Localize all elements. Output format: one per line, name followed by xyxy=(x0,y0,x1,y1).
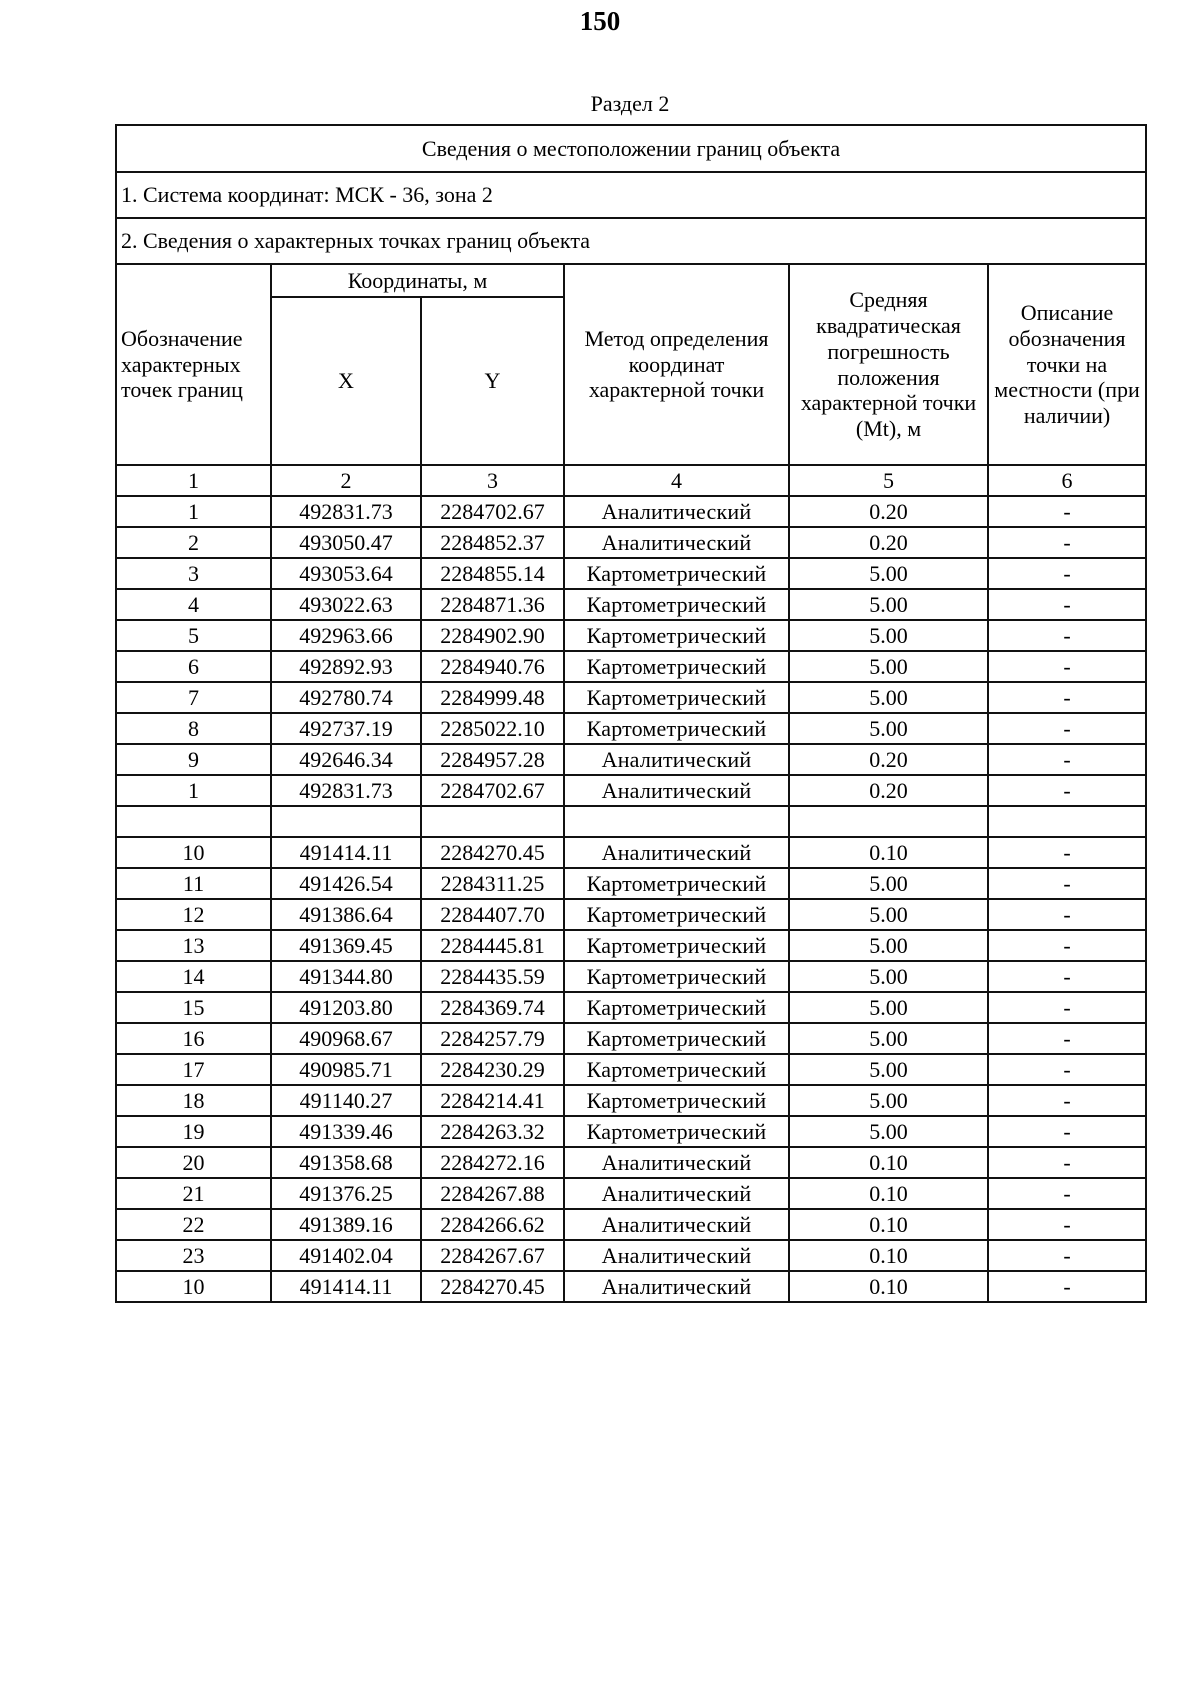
coordinate-system: 1. Система координат: МСК - 36, зона 2 xyxy=(116,172,1146,218)
point-id-cell: 21 xyxy=(116,1178,271,1209)
error-cell: 0.10 xyxy=(789,1147,988,1178)
method-cell: Картометрический xyxy=(564,620,789,651)
point-id-cell: 14 xyxy=(116,961,271,992)
y-coordinate-cell: 2284407.70 xyxy=(421,899,564,930)
error-cell: 5.00 xyxy=(789,558,988,589)
y-coordinate-cell: 2284266.62 xyxy=(421,1209,564,1240)
x-coordinate-cell: 492646.34 xyxy=(271,744,421,775)
x-coordinate-cell: 491389.16 xyxy=(271,1209,421,1240)
point-id-cell: 11 xyxy=(116,868,271,899)
column-number: 1 xyxy=(116,465,271,496)
error-cell: 5.00 xyxy=(789,682,988,713)
header-x: X xyxy=(271,297,421,465)
error-cell: 0.10 xyxy=(789,1240,988,1271)
table-row xyxy=(116,620,1146,651)
method-cell: Картометрический xyxy=(564,558,789,589)
column-number: 6 xyxy=(988,465,1146,496)
description-cell: - xyxy=(988,1085,1146,1116)
point-id-cell: 2 xyxy=(116,527,271,558)
y-coordinate-cell: 2284445.81 xyxy=(421,930,564,961)
table-row xyxy=(116,1116,1146,1147)
description-cell: - xyxy=(988,775,1146,806)
y-coordinate-cell: 2284940.76 xyxy=(421,651,564,682)
error-cell: 5.00 xyxy=(789,651,988,682)
method-cell: Картометрический xyxy=(564,868,789,899)
column-number: 2 xyxy=(271,465,421,496)
point-id-cell: 4 xyxy=(116,589,271,620)
description-cell: - xyxy=(988,620,1146,651)
table-row xyxy=(116,899,1146,930)
table-row xyxy=(116,527,1146,558)
y-coordinate-cell: 2284263.32 xyxy=(421,1116,564,1147)
y-coordinate-cell: 2284267.88 xyxy=(421,1178,564,1209)
description-cell: - xyxy=(988,713,1146,744)
table-row xyxy=(116,1023,1146,1054)
y-coordinate-cell: 2284214.41 xyxy=(421,1085,564,1116)
method-cell: Картометрический xyxy=(564,899,789,930)
x-coordinate-cell: 490968.67 xyxy=(271,1023,421,1054)
table-row xyxy=(116,992,1146,1023)
x-coordinate-cell xyxy=(271,806,421,837)
error-cell: 5.00 xyxy=(789,1085,988,1116)
table-body xyxy=(116,496,1146,1302)
description-cell: - xyxy=(988,992,1146,1023)
method-cell: Картометрический xyxy=(564,961,789,992)
description-cell: - xyxy=(988,1271,1146,1302)
method-cell: Картометрический xyxy=(564,992,789,1023)
y-coordinate-cell: 2284311.25 xyxy=(421,868,564,899)
error-cell: 5.00 xyxy=(789,899,988,930)
point-id-cell xyxy=(116,806,271,837)
table-row xyxy=(116,744,1146,775)
x-coordinate-cell: 491414.11 xyxy=(271,837,421,868)
column-numbers-row xyxy=(116,465,1146,496)
description-cell: - xyxy=(988,930,1146,961)
x-coordinate-cell: 492737.19 xyxy=(271,713,421,744)
point-id-cell: 10 xyxy=(116,1271,271,1302)
x-coordinate-cell: 491426.54 xyxy=(271,868,421,899)
error-cell: 5.00 xyxy=(789,1116,988,1147)
point-id-cell: 20 xyxy=(116,1147,271,1178)
description-cell: - xyxy=(988,1178,1146,1209)
x-coordinate-cell: 491339.46 xyxy=(271,1116,421,1147)
method-cell: Картометрический xyxy=(564,713,789,744)
error-cell: 0.10 xyxy=(789,1209,988,1240)
table-row xyxy=(116,651,1146,682)
x-coordinate-cell: 491376.25 xyxy=(271,1178,421,1209)
x-coordinate-cell: 493022.63 xyxy=(271,589,421,620)
header-y: Y xyxy=(421,297,564,465)
method-cell: Аналитический xyxy=(564,496,789,527)
point-id-cell: 8 xyxy=(116,713,271,744)
y-coordinate-cell: 2284855.14 xyxy=(421,558,564,589)
y-coordinate-cell: 2284702.67 xyxy=(421,775,564,806)
description-cell: - xyxy=(988,496,1146,527)
table-row xyxy=(116,1178,1146,1209)
y-coordinate-cell: 2284999.48 xyxy=(421,682,564,713)
error-cell: 0.20 xyxy=(789,496,988,527)
y-coordinate-cell: 2284852.37 xyxy=(421,527,564,558)
method-cell xyxy=(564,806,789,837)
point-id-cell: 7 xyxy=(116,682,271,713)
table-row xyxy=(116,589,1146,620)
header-description: Описание обозначения точки на местности (при наличии) xyxy=(988,264,1146,465)
point-id-cell: 16 xyxy=(116,1023,271,1054)
method-cell: Картометрический xyxy=(564,651,789,682)
y-coordinate-cell: 2284702.67 xyxy=(421,496,564,527)
error-cell: 0.10 xyxy=(789,1271,988,1302)
description-cell: - xyxy=(988,1240,1146,1271)
error-cell: 0.20 xyxy=(789,775,988,806)
description-cell: - xyxy=(988,1054,1146,1085)
description-cell: - xyxy=(988,651,1146,682)
y-coordinate-cell: 2284871.36 xyxy=(421,589,564,620)
point-id-cell: 12 xyxy=(116,899,271,930)
description-cell: - xyxy=(988,1023,1146,1054)
point-id-cell: 15 xyxy=(116,992,271,1023)
description-cell: - xyxy=(988,1116,1146,1147)
header-coordinates: Координаты, м xyxy=(271,264,564,297)
description-cell: - xyxy=(988,558,1146,589)
table-row xyxy=(116,837,1146,868)
table-row xyxy=(116,1271,1146,1302)
table-row xyxy=(116,806,1146,837)
description-cell: - xyxy=(988,899,1146,930)
error-cell: 5.00 xyxy=(789,930,988,961)
y-coordinate-cell: 2284267.67 xyxy=(421,1240,564,1271)
table-row xyxy=(116,1209,1146,1240)
table-row xyxy=(116,961,1146,992)
point-id-cell: 23 xyxy=(116,1240,271,1271)
point-id-cell: 6 xyxy=(116,651,271,682)
y-coordinate-cell: 2284230.29 xyxy=(421,1054,564,1085)
column-number: 3 xyxy=(421,465,564,496)
header-point-designation: Обозначение характерных точек границ xyxy=(116,264,271,465)
description-cell: - xyxy=(988,744,1146,775)
error-cell: 0.10 xyxy=(789,837,988,868)
y-coordinate-cell: 2285022.10 xyxy=(421,713,564,744)
table-row xyxy=(116,496,1146,527)
column-number: 4 xyxy=(564,465,789,496)
point-id-cell: 9 xyxy=(116,744,271,775)
y-coordinate-cell: 2284272.16 xyxy=(421,1147,564,1178)
method-cell: Аналитический xyxy=(564,1147,789,1178)
y-coordinate-cell: 2284902.90 xyxy=(421,620,564,651)
method-cell: Аналитический xyxy=(564,1209,789,1240)
points-heading: 2. Сведения о характерных точках границ объекта xyxy=(116,218,1146,264)
page-number: 150 xyxy=(579,6,621,36)
method-cell: Картометрический xyxy=(564,589,789,620)
error-cell: 5.00 xyxy=(789,961,988,992)
table-row xyxy=(116,682,1146,713)
x-coordinate-cell: 491140.27 xyxy=(271,1085,421,1116)
point-id-cell: 3 xyxy=(116,558,271,589)
method-cell: Картометрический xyxy=(564,1116,789,1147)
y-coordinate-cell: 2284957.28 xyxy=(421,744,564,775)
y-coordinate-cell: 2284257.79 xyxy=(421,1023,564,1054)
x-coordinate-cell: 491369.45 xyxy=(271,930,421,961)
method-cell: Картометрический xyxy=(564,1054,789,1085)
x-coordinate-cell: 492831.73 xyxy=(271,496,421,527)
point-id-cell: 1 xyxy=(116,496,271,527)
y-coordinate-cell: 2284369.74 xyxy=(421,992,564,1023)
method-cell: Картометрический xyxy=(564,682,789,713)
x-coordinate-cell: 492831.73 xyxy=(271,775,421,806)
method-cell: Картометрический xyxy=(564,1085,789,1116)
method-cell: Картометрический xyxy=(564,1023,789,1054)
x-coordinate-cell: 490985.71 xyxy=(271,1054,421,1085)
point-id-cell: 5 xyxy=(116,620,271,651)
description-cell: - xyxy=(988,682,1146,713)
error-cell: 5.00 xyxy=(789,1023,988,1054)
description-cell: - xyxy=(988,589,1146,620)
point-id-cell: 19 xyxy=(116,1116,271,1147)
boundary-points-table xyxy=(115,124,1147,1303)
point-id-cell: 17 xyxy=(116,1054,271,1085)
error-cell: 0.20 xyxy=(789,744,988,775)
error-cell: 5.00 xyxy=(789,1054,988,1085)
error-cell: 0.20 xyxy=(789,527,988,558)
error-cell: 5.00 xyxy=(789,868,988,899)
table-row xyxy=(116,558,1146,589)
table-row xyxy=(116,1085,1146,1116)
table-row xyxy=(116,930,1146,961)
error-cell: 0.10 xyxy=(789,1178,988,1209)
point-id-cell: 22 xyxy=(116,1209,271,1240)
description-cell: - xyxy=(988,961,1146,992)
table-title: Сведения о местоположении границ объекта xyxy=(116,125,1146,172)
description-cell: - xyxy=(988,1147,1146,1178)
section-label: Раздел 2 xyxy=(590,91,670,116)
x-coordinate-cell: 491414.11 xyxy=(271,1271,421,1302)
x-coordinate-cell: 493050.47 xyxy=(271,527,421,558)
column-number: 5 xyxy=(789,465,988,496)
table-row xyxy=(116,1147,1146,1178)
table-row xyxy=(116,1054,1146,1085)
description-cell: - xyxy=(988,868,1146,899)
x-coordinate-cell: 491203.80 xyxy=(271,992,421,1023)
method-cell: Картометрический xyxy=(564,930,789,961)
method-cell: Аналитический xyxy=(564,1240,789,1271)
x-coordinate-cell: 492780.74 xyxy=(271,682,421,713)
y-coordinate-cell xyxy=(421,806,564,837)
description-cell: - xyxy=(988,837,1146,868)
error-cell: 5.00 xyxy=(789,589,988,620)
table-row xyxy=(116,868,1146,899)
y-coordinate-cell: 2284435.59 xyxy=(421,961,564,992)
method-cell: Аналитический xyxy=(564,1271,789,1302)
x-coordinate-cell: 491386.64 xyxy=(271,899,421,930)
description-cell: - xyxy=(988,1209,1146,1240)
method-cell: Аналитический xyxy=(564,527,789,558)
description-cell xyxy=(988,806,1146,837)
table-row xyxy=(116,713,1146,744)
x-coordinate-cell: 492892.93 xyxy=(271,651,421,682)
x-coordinate-cell: 492963.66 xyxy=(271,620,421,651)
error-cell xyxy=(789,806,988,837)
x-coordinate-cell: 491358.68 xyxy=(271,1147,421,1178)
method-cell: Аналитический xyxy=(564,744,789,775)
method-cell: Аналитический xyxy=(564,837,789,868)
x-coordinate-cell: 493053.64 xyxy=(271,558,421,589)
error-cell: 5.00 xyxy=(789,713,988,744)
point-id-cell: 10 xyxy=(116,837,271,868)
y-coordinate-cell: 2284270.45 xyxy=(421,837,564,868)
table-row xyxy=(116,1240,1146,1271)
description-cell: - xyxy=(988,527,1146,558)
x-coordinate-cell: 491344.80 xyxy=(271,961,421,992)
error-cell: 5.00 xyxy=(789,620,988,651)
point-id-cell: 1 xyxy=(116,775,271,806)
error-cell: 5.00 xyxy=(789,992,988,1023)
x-coordinate-cell: 491402.04 xyxy=(271,1240,421,1271)
y-coordinate-cell: 2284270.45 xyxy=(421,1271,564,1302)
point-id-cell: 18 xyxy=(116,1085,271,1116)
point-id-cell: 13 xyxy=(116,930,271,961)
header-method: Метод определения координат характерной точки xyxy=(564,264,789,465)
method-cell: Аналитический xyxy=(564,1178,789,1209)
table-row xyxy=(116,775,1146,806)
method-cell: Аналитический xyxy=(564,775,789,806)
header-error: Средняя квадратическая погрешность положения характерной точки (Mt), м xyxy=(789,264,988,465)
